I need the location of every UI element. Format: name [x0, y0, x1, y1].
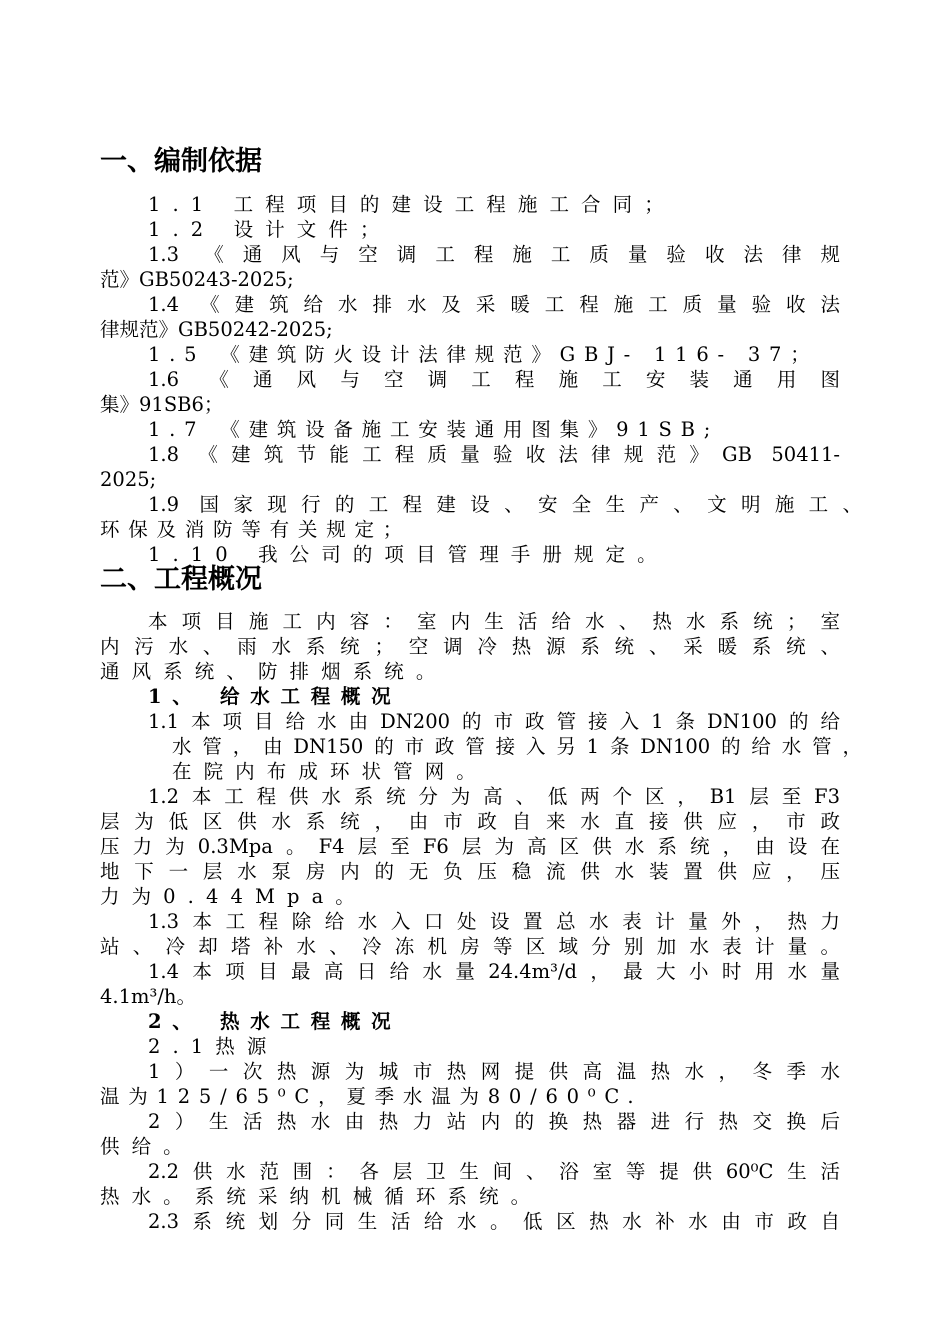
water-1-1-line-1: 1.1本项目给水由DN200的市政管接入1条DN100的给 [148, 710, 840, 733]
water-1-4-line-1: 1.4本项目最高日给水量24.4m³/d，最大小时用水量 [148, 960, 840, 983]
basis-item-1-3-cont: 范》GB50243-2025; [100, 268, 294, 291]
water-1-2-line-5: 力为0.44Mpa。 [100, 885, 367, 908]
section-heading-basis: 一、编制依据 [100, 146, 262, 177]
basis-item-1-9: 1.9 国家现行的工程建设、安全生产、文明施工、 [148, 493, 862, 516]
section-heading-overview: 二、工程概况 [100, 564, 262, 595]
basis-item-1-8: 1.8 《建筑节能工程质量验收法律规范》GB 50411- [148, 443, 840, 466]
overview-scope-line-2: 内污水、雨水系统；空调冷热源系统、采暖系统、 [100, 635, 840, 658]
water-1-1-line-3: 在院内布成环状管网。 [172, 760, 488, 783]
water-1-2-line-3: 压力为0.3Mpa。F4层至F6层为高区供水系统，由设在 [100, 835, 840, 858]
water-1-2-line-2: 层为低区供水系统，由市政自来水直接供应，市政 [100, 810, 840, 833]
hot-water-2-2-line-1: 2.2供水范围：各层卫生间、浴室等提供60⁰C生活 [148, 1160, 840, 1183]
water-1-3-line-2: 站、冷却塔补水、冷冻机房等区域分别加水表计量。 [100, 935, 840, 958]
hot-water-source-2-line-1: 2）生活热水由热力站内的换热器进行热交换后 [148, 1110, 840, 1133]
water-1-3-line-1: 1.3本工程除给水入口处设置总水表计量外，热力 [148, 910, 840, 933]
water-1-4-line-2: 4.1m³/h。 [100, 985, 196, 1008]
basis-item-1-4-cont: 律规范》GB50242-2025; [100, 318, 333, 341]
hot-water-2-3-line-1: 2.3系统划分同生活给水。低区热水补水由市政自 [148, 1210, 840, 1233]
basis-item-1-8-cont: 2025; [100, 468, 157, 491]
basis-item-1-2: 1.2 设计文件； [148, 218, 392, 241]
basis-item-1-4: 1.4 《建筑给水排水及采暖工程施工质量验收法 [148, 293, 840, 316]
hot-water-source-2-line-2: 供给。 [100, 1135, 195, 1158]
basis-item-1-7: 1.7 《建筑设备施工安装通用图集》91SB; [148, 418, 720, 441]
overview-scope-line-1: 本项目施工内容：室内生活给水、热水系统；室 [148, 610, 840, 633]
water-1-1-line-2: 水管，由DN150的市政管接入另1条DN100的给水管， [172, 735, 862, 758]
basis-item-1-6-cont: 集》91SB6； [100, 393, 224, 416]
overview-scope-line-3: 通风系统、防排烟系统。 [100, 660, 448, 683]
basis-item-1-6: 1.6 《通风与空调工程施工安装通用图 [148, 368, 840, 391]
basis-item-1-3: 1.3 《通风与空调工程施工质量验收法律规 [148, 243, 840, 266]
basis-item-1-1: 1.1 工程项目的建设工程施工合同； [148, 193, 676, 216]
subsection-water-supply: 1、 给水工程概况 [148, 685, 402, 708]
subsection-hot-water: 2、 热水工程概况 [148, 1010, 402, 1033]
basis-item-1-9-cont: 环保及消防等有关规定； [100, 518, 412, 541]
hot-water-source-1-line-1: 1）一次热源为城市热网提供高温热水，冬季水 [148, 1060, 840, 1083]
basis-item-1-5: 1.5 《建筑防火设计法律规范》GBJ- 116- 37； [148, 343, 819, 366]
water-1-2-line-1: 1.2本工程供水系统分为高、低两个区，B1层至F3 [148, 785, 840, 808]
hot-water-2-2-line-2: 热水。系统采纳机械循环系统。 [100, 1185, 543, 1208]
hot-water-2-1-title: 2.1热源 [148, 1035, 279, 1058]
water-1-2-line-4: 地下一层水泵房内的无负压稳流供水装置供应，压 [100, 860, 840, 883]
hot-water-source-1-line-2: 温为125/65⁰C，夏季水温为80/60⁰C. [100, 1085, 643, 1108]
basis-item-1-10: 1.10 我公司的项目管理手册规定。 [148, 543, 669, 566]
